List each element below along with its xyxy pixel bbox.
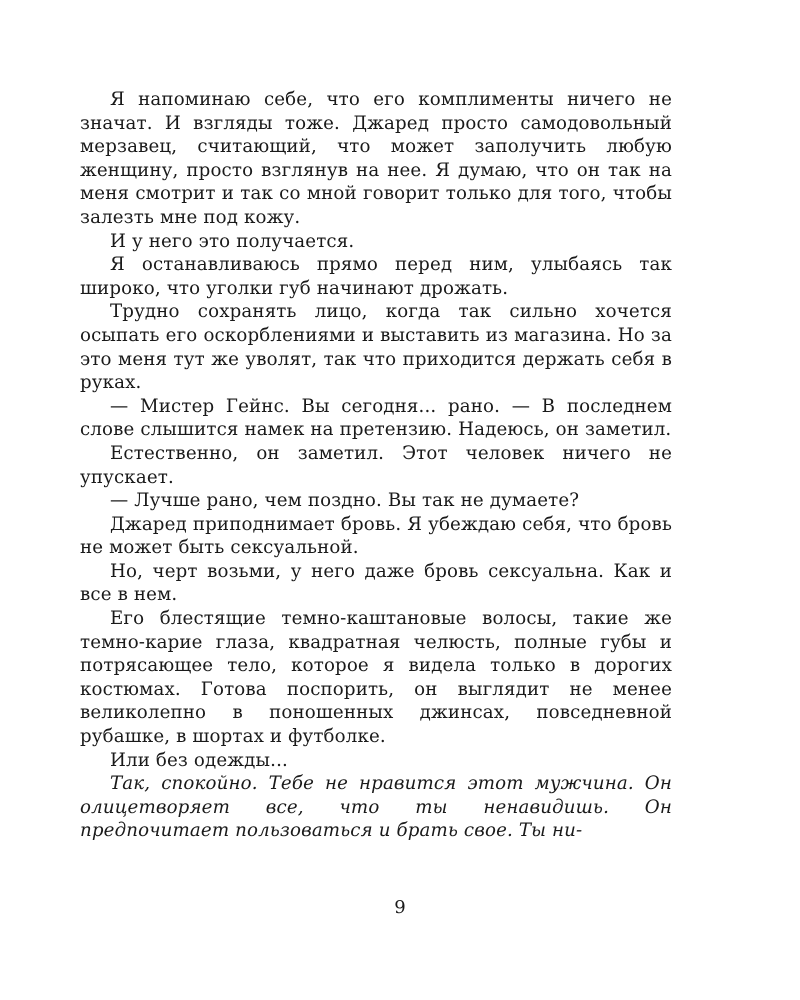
paragraph: И у него это получается. xyxy=(110,230,355,252)
paragraph: — Мистер Гейнс. Вы сегодня... рано. — В последнем слове слышится намек на претензию. Надеюсь, он заметил. xyxy=(80,395,672,441)
italic-paragraph: Так, спокойно. Тебе не нравится этот мужчина. Он олицетворяет все, что ты ненавидишь. Он предпочитает пользоваться и брать свое. Ты ни- xyxy=(80,773,672,842)
paragraph: Трудно сохранять лицо, когда так сильно хочется осыпать его оскорблениями и выставить из магазина. Но за это меня тут же уволят, так что приходится держать себя в руках. xyxy=(80,301,672,394)
paragraph: Его блестящие темно-каштановые волосы, такие же темно-карие глаза, квадратная челюсть, полные губы и потрясающее тело, которое я видела только в дорогих костюмах. Готова поспорить, он выглядит не менее великолепно в поношенных джинсах, повседневной рубашке, в шортах и футболке. xyxy=(80,608,672,748)
paragraph: Естественно, он заметил. Этот человек ничего не упускает. xyxy=(80,442,672,488)
paragraph: Или без одежды... xyxy=(110,749,288,771)
paragraph: Джаред приподнимает бровь. Я убеждаю себя, что бровь не может быть сексуальной. xyxy=(80,513,672,559)
page-number: 9 xyxy=(394,897,406,918)
paragraph: — Лучше рано, чем поздно. Вы так не думаете? xyxy=(110,490,580,512)
paragraph: Я напоминаю себе, что его комплименты ничего не значат. И взгляды тоже. Джаред просто самодовольный мерзавец, считающий, что может заполучить любую женщину, просто взглянув на нее. Я думаю, что он так на меня смотрит и так со мной говорит только для того, чтобы залезть мне под кожу. xyxy=(80,89,672,228)
paragraph: Но, черт возьми, у него даже бровь сексуальна. Как и все в нем. xyxy=(80,560,672,606)
book-page-text xyxy=(80,88,672,843)
paragraph: Я останавливаюсь прямо перед ним, улыбаясь так широко, что уголки губ начинают дрожать. xyxy=(80,254,672,299)
